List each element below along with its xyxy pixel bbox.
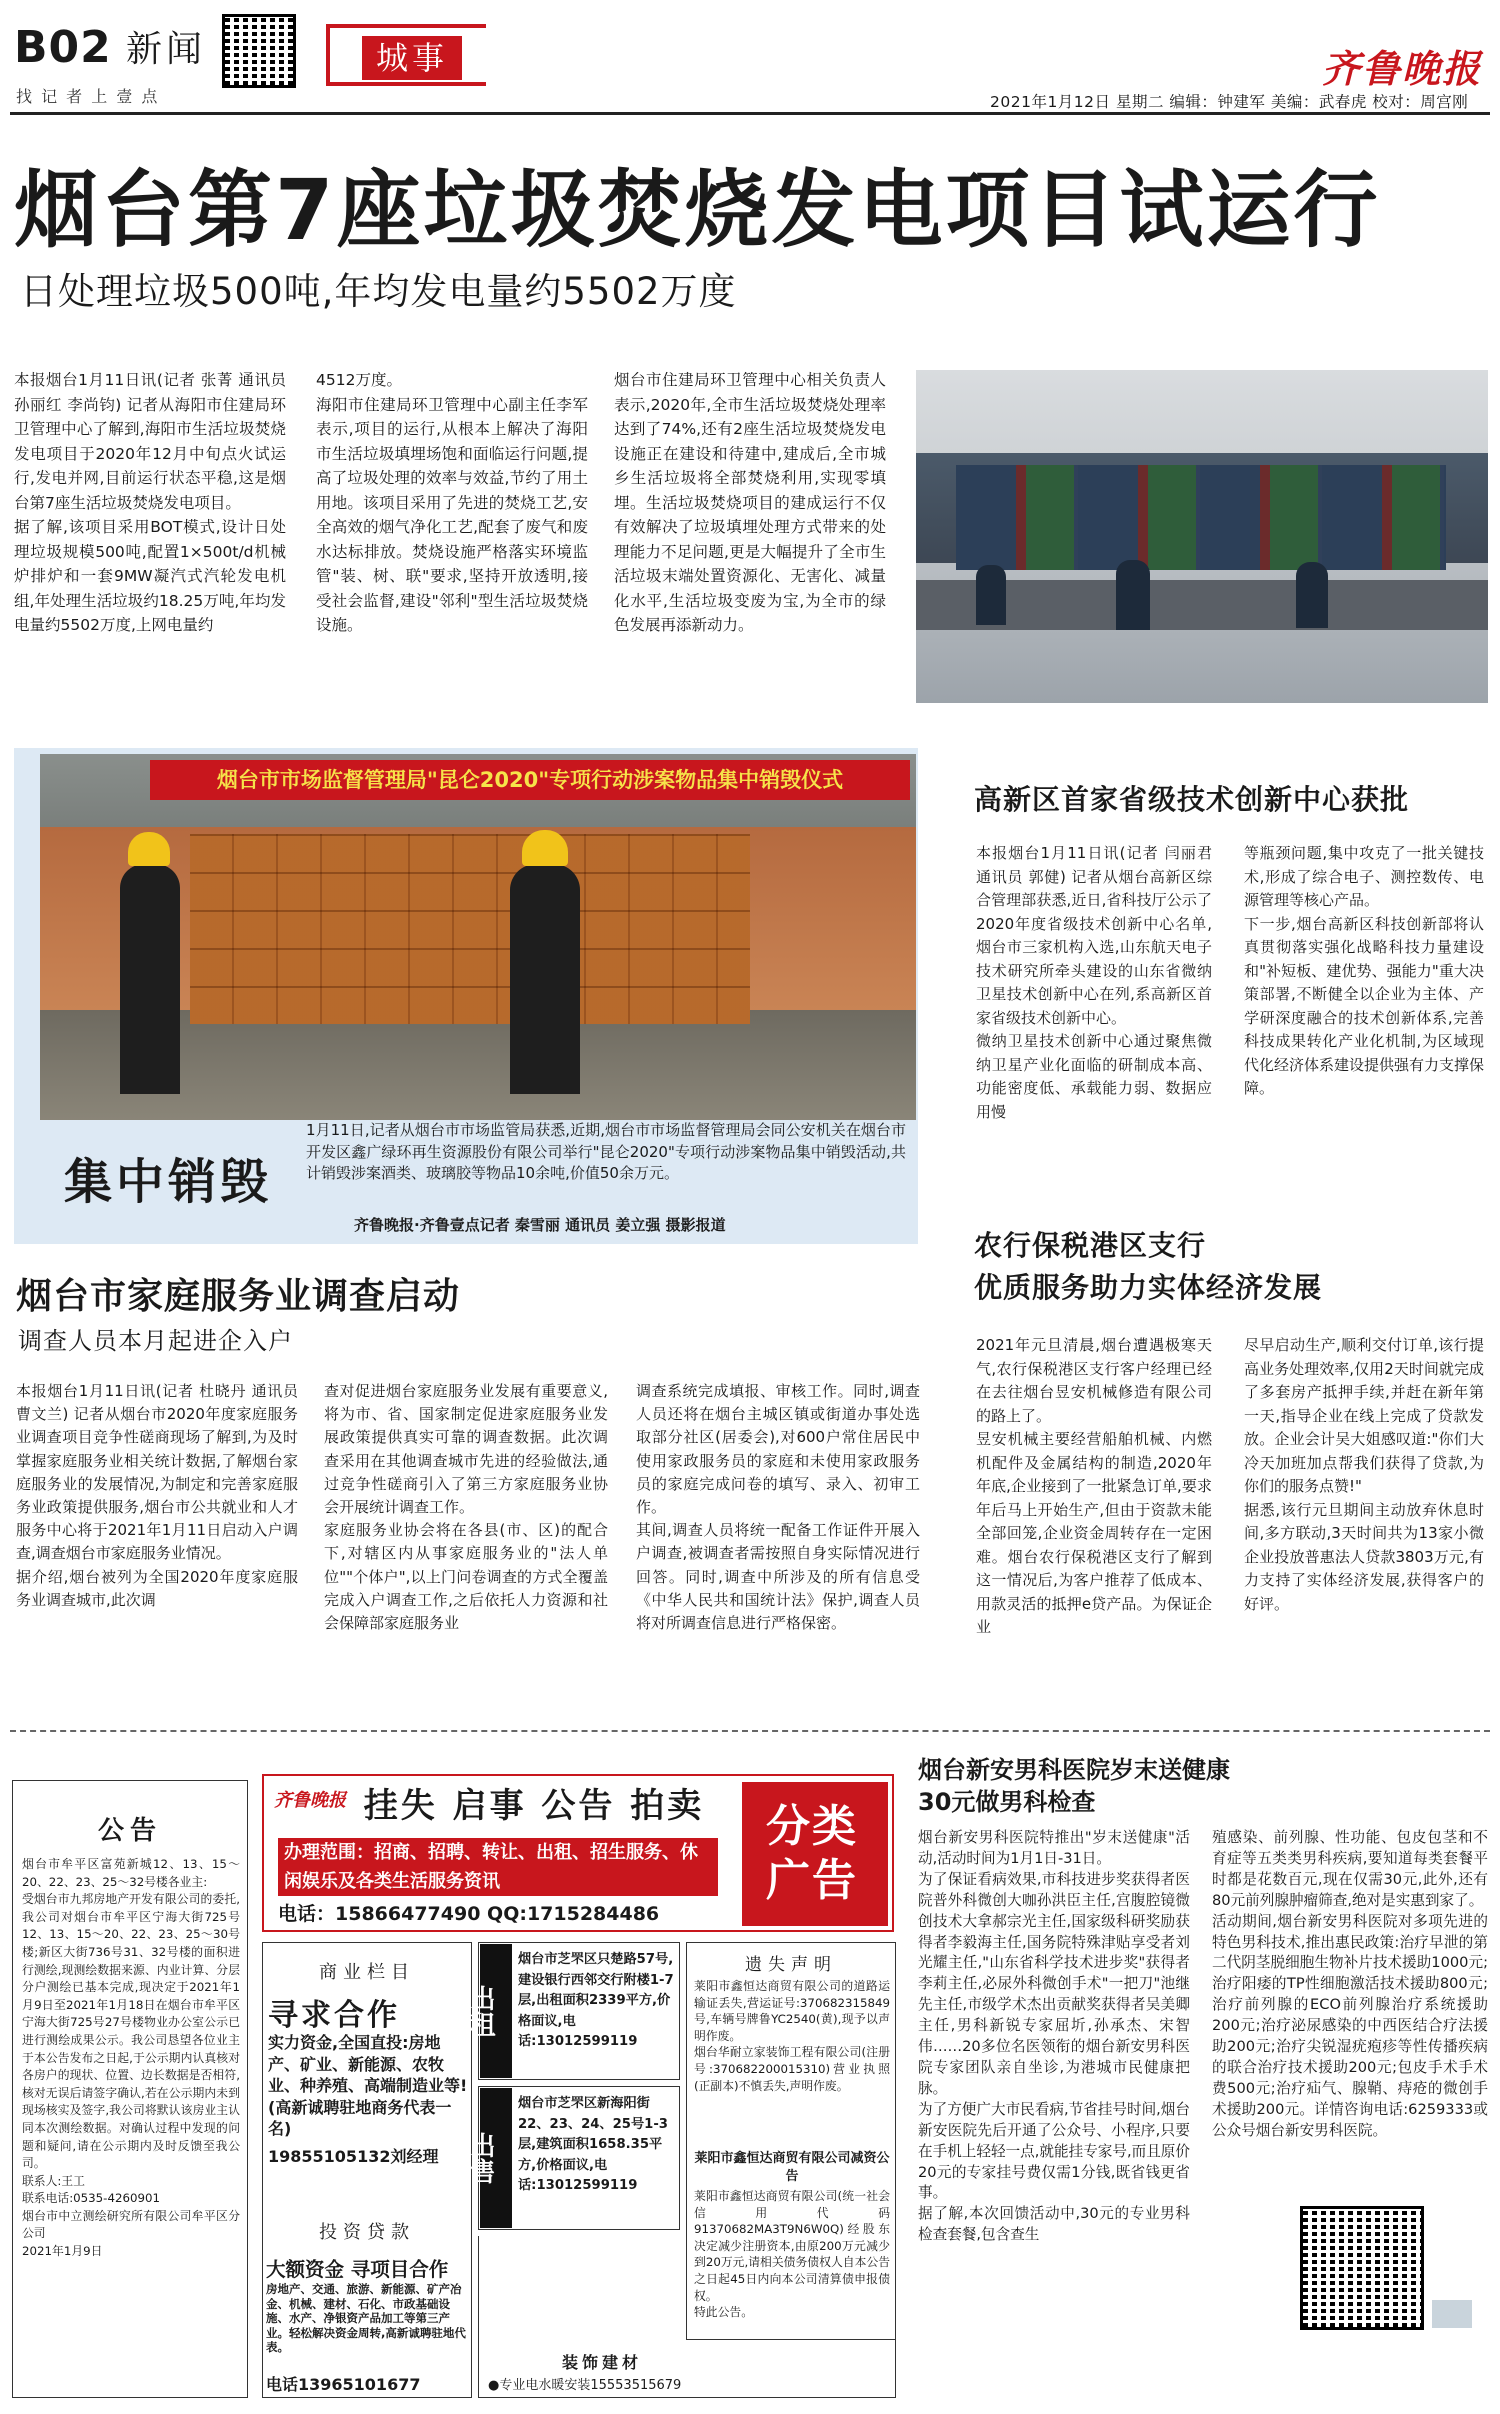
household-col-1: 本报烟台1月11日讯(记者 杜晓丹 通讯员 曹文兰) 记者从烟台市2020年度家庭服务业调查项目竞争性磋商现场了解到,为及时掌握家庭服务业相关统计数据,了解烟台家庭服务业的发展情况,为制定和完善家庭服务业政策提供服务,烟台市公共就业和人才服务中心将于2021年1月11日启动入户调查,调查烟台市家庭服务业情况。 据介绍,烟台被列为全国2020年度家庭服务业调查城市,此次调 xyxy=(16,1382,298,1609)
section-divider xyxy=(10,1730,1490,1732)
coop-title: 寻求合作 xyxy=(268,1998,400,2033)
hospital-logo-thumb xyxy=(1432,2300,1472,2328)
lost-title: 遗失声明 xyxy=(745,1955,837,1975)
classified-label: 分类广告 xyxy=(766,1801,858,1906)
hospital-col-1: 烟台新安男科医院特推出"岁末送健康"活动,活动时间为1月1日-31日。 为了保证看病效果,市科技进步奖获得者医院普外科微创大咖孙洪臣主任,宫腹腔镜微创技术大拿郝宗光主任,国家级科研奖励获得者李毅海主任,国务院特殊津贴享受者刘光耀主任,"山东省科学技术进步奖"获得者李莉主任,必尿外科微创手术"一把刀"池继先主任,市级学术杰出贡献奖获得者吴美卿主任,男科新锐专家屈圻,孙承杰、宋智伟……20多位名医领衔的烟台新安男科医院专家团队亲自坐诊,为港城市民健康把脉。 为了方便广大市民看病,节省挂号时间,烟台新安医院先后开通了公众号、小程序,只要在手机上轻轻一点,就能挂专家号,而且原价20元的专家挂号费仅需1分钱,既省钱更省事。 据了解,本次回馈活动中,30元的专业男科检查套餐,包含查生 xyxy=(918,1829,1190,2244)
ad-banner xyxy=(262,1774,894,1932)
destroy-label: 集中销毁 xyxy=(64,1154,273,1210)
lead-subhead: 日处理垃圾500吨,年均发电量约5502万度 xyxy=(20,270,737,313)
control-room-photo xyxy=(916,370,1488,703)
lead-col-2: 4512万度。 海阳市住建局环卫管理中心副主任李军表示,项目的运行,从根本上解决了海阳市生活垃圾填埋场饱和面临运行问题,提高了垃圾处理的效率与效益,节约了用土用地。该项目采用了先进的焚烧工艺,安全高效的烟气净化工艺,配套了废气和废水达标排放。焚烧设施严格落实环境监管"装、树、联"要求,坚持开放透明,接受社会监督,建设"邻利"型生活垃圾焚烧设施。 xyxy=(316,371,588,634)
classified-badge xyxy=(742,1782,888,1926)
hospital-headline: 烟台新安男科医院岁末送健康 xyxy=(918,1756,1230,1784)
loan-body: 房地产、交通、旅游、新能源、矿产冶金、机械、建材、石化、市政基础设施、水产、净银资产品加工等第三产业。轻松解决资金周转,高新诚聘驻地代表。 xyxy=(266,2282,466,2355)
column-tag xyxy=(326,24,486,86)
ad-scope: 办理范围：招商、招聘、转让、出租、招生服务、休闲娱乐及各类生活服务资讯 xyxy=(278,1838,718,1896)
ad-banner-title: 挂失 启事 公告 拍卖 xyxy=(363,1786,705,1826)
deco-body: ●专业电水暖安装15553515679 xyxy=(488,2378,682,2393)
lead-headline: 烟台第7座垃圾焚烧发电项目试运行 xyxy=(14,161,1381,259)
column-tag-label: 城事 xyxy=(362,36,462,80)
reduce-title: 莱阳市鑫恒达商贸有限公司减资公告 xyxy=(694,2151,890,2184)
household-subhead: 调查人员本月起进企入户 xyxy=(18,1327,293,1355)
bank-headline: 农行保税港区支行 xyxy=(974,1229,1207,1262)
dateline: 2021年1月12日 星期二 编辑：钟建军 美编：武春虎 校对：周宫刚 xyxy=(990,93,1469,111)
hospital-col-2: 殖感染、前列腺、性功能、包皮包茎和不育症等五类类男科疾病,要知道每类套餐平时都是花数百元,现在仅需30元,此外,还有80元前列腺肿瘤筛查,绝对是实惠到家了。 活动期间,烟台新安男科医院对多项先进的特色男科技术,推出惠民政策:治疗早泄的第二代阴茎脱细胞生物补片技术援助1000元;治疗阳痿的TP性细胞激活技术援助800元;治疗前列腺的ECO前列腺治疗系统援助200元;治疗泌尿感染的中西医结合疗法援助200元;治疗尖锐湿疣疱疹等性传播疾病的联合治疗技术援助200元;包皮手术手术费500元;治疗疝气、腺鞘、痔疮的微创手术援助200元。详情咨询电话:6259333或公众号烟台新安男科医院。 xyxy=(1212,1829,1488,2139)
rent-tag-1: 出租 xyxy=(480,1944,512,2078)
lead-col-1: 本报烟台1月11日讯(记者 张菁 通讯员 孙丽红 李尚钧) 记者从海阳市住建局环卫管理中心了解到,海阳市生活垃圾焚烧发电项目于2020年12月中旬点火试运行,发电并网,目前运行状态平稳,这是烟台第7座生活垃圾焚烧发电项目。 据了解,该项目采用BOT模式,设计日处理垃圾规模500吨,配置1×500t/d机械炉排炉和一套9MW凝汽式汽轮发电机组,年处理生活垃圾约18.25万吨,年均发电量约5502万度,上网电量约 xyxy=(14,371,286,634)
invest-title: 投资贷款 xyxy=(319,2222,415,2243)
business-column-title: 商业栏目 xyxy=(319,1962,415,1983)
rent-body-1: 烟台市芝罘区只楚路57号,建设银行西邻交行附楼1-7层,出租面积2339平方,价格面议,电话:13012599119 xyxy=(518,1952,674,2049)
loan-title: 大额资金 寻项目合作 xyxy=(266,2258,449,2281)
loan-phone: 电话13965101677 xyxy=(266,2375,421,2394)
coop-body: 实力资金,全国直投:房地产、矿业、新能源、农牧业、种养殖、高端制造业等!(高新诚聘驻地商务代表一名) xyxy=(268,2033,468,2138)
destroy-caption: 1月11日,记者从烟台市市场监管局获悉,近期,烟台市市场监督管理局会同公安机关在烟台市开发区鑫广绿环再生资源股份有限公司举行"昆仑2020"专项行动涉案物品集中销毁活动,共计销毁涉案酒类、玻璃胶等物品10余吨,价值50余万元。 xyxy=(306,1121,906,1182)
rent-body-2: 烟台市芝罘区新海阳街22、23、24、25号1-3层,建筑面积1658.35平方,价格面议,电话:13012599119 xyxy=(518,2096,668,2193)
page-number: B02 xyxy=(14,22,112,73)
bank-col-2: 尽早启动生产,顺利交付订单,该行提高业务处理效率,仅用2天时间就完成了多套房产抵押手续,并赶在新年第一天,指导企业在线上完成了贷款发放。企业会计吴大姐感叹道:"你们大冷天加班加点帮我们获得了贷款,为你们的服务点赞!" 据悉,该行元旦期间主动放弃休息时间,多方联动,3天时间共为13家小微企业投放普惠法人贷款3803万元,有力支持了实体经济发展,获得客户的好评。 xyxy=(1244,1336,1484,1613)
section-name: 新闻 xyxy=(126,29,207,70)
header-rule xyxy=(10,112,1490,115)
deco-title: 装饰建材 xyxy=(562,2353,643,2372)
destroy-banner: 烟台市市场监督管理局"昆仑2020"专项行动涉案物品集中销毁仪式 xyxy=(150,760,910,800)
hospital-headline-2: 30元做男科检查 xyxy=(918,1788,1096,1816)
bank-col-1: 2021年元旦清晨,烟台遭遇极寒天气,农行保税港区支行客户经理已经在去往烟台昱安机械修造有限公司的路上了。 昱安机械主要经营船舶机械、内燃机配件及金属结构的制造,2020年年底,企业接到了一批紧急订单,要求年后马上开始生产,但由于资款未能全部回笼,企业资金周转存在一定困难。烟台农行保税港区支行了解到这一情况后,为客户推荐了低成本、用款灵活的抵押e贷产品。为保证企业 xyxy=(976,1336,1212,1636)
qr-code-header xyxy=(222,14,296,88)
lead-col-3: 烟台市住建局环卫管理中心相关负责人表示,2020年,全市生活垃圾焚烧处理率达到了74%,还有2座生活垃圾焚烧发电设施正在建设和待建中,建成后,全市城乡生活垃圾将全部焚烧利用,实现零填埋。生活垃圾焚烧项目的建成运行不仅有效解决了垃圾填埋处理方式带来的处理能力不足问题,更是大幅提升了全市生活垃圾末端处置资源化、无害化、减量化水平,生活垃圾变废为宝,为全市的绿色发展再添新动力。 xyxy=(614,371,886,634)
lost-body: 莱阳市鑫恒达商贸有限公司的道路运输证丢失,营运证号:370682315849号,车辆号牌鲁YC2540(黄),现予以声明作废。 烟台华耐立家装饰工程有限公司(注册号:370682200015310)营业执照(正副本)不慎丢失,声明作废。 xyxy=(694,1979,890,2093)
innovation-col-2: 等瓶颈问题,集中攻克了一批关键技术,形成了综合电子、测控数传、电源管理等核心产品。 下一步,烟台高新区科技创新部将认真贯彻落实强化战略科技力量建设和"补短板、建优势、强能力"重大决策部署,不断健全以企业为主体、产学研深度融合的技术创新体系,完善科技成果转化产业化机制,为区域现代化经济体系建设提供强有力支撑保障。 xyxy=(1244,844,1484,1097)
ad-phone: 电话：15866477490 QQ:1715284486 xyxy=(278,1903,660,1925)
notice-body: 烟台市牟平区富苑新城12、13、15～20、22、23、25～32号楼各业主: 受烟台市九邦房地产开发有限公司的委托,我公司对烟台市牟平区宁海大街725号12、13、15～20、22、23、25～30号楼;新区大街736号31、32号楼的面积进行测绘,现测绘数据来源、内业计算、分层分户测绘已基本完成,现决定于2021年1月9日至2021年1月18日在烟台市牟平区宁海大街725号27号楼物业办公室公示已进行测绘成果公示。我公司恳望各位业主于本公告发布之日起,于公示期内认真核对各房户的现状、位置、边长数据是否相符,核对无误后请签字确认,若在公示期内未到现场核实及签字,我公司将默认该房业主认同本次测绘数据。对确认过程中发现的问题和疑问,请在公示期内及时反馈至我公司。 联系人:王工 联系电话:0535-4260901 烟台市中立测绘研究所有限公司牟平区分公司 2021年1月9日 xyxy=(22,1857,240,2259)
sale-tag: 出售 xyxy=(480,2088,512,2228)
household-headline: 烟台市家庭服务业调查启动 xyxy=(16,1276,461,1317)
masthead-logo: 齐鲁晚报 xyxy=(1322,46,1483,91)
household-col-3: 调查系统完成填报、审核工作。同时,调查人员还将在烟台主城区镇或街道办事处选取部分社区(居委会),对600户常住居民中使用家政服务员的家庭和未使用家政服务员的家庭完成问卷的填写、录入、初审工作。 其间,调查人员将统一配备工作证件开展入户调查,被调查者需按照自身实际情况进行回答。同时,调查中所涉及的所有信息受《中华人民共和国统计法》保护,调查人员将对所调查信息进行严格保密。 xyxy=(636,1382,920,1633)
reduce-body: 莱阳市鑫恒达商贸有限公司(统一社会信用代码91370682MA3T9N6W0Q)经股东决定减少注册资本,由原200万元减少到20万元,请相关债务债权人自本公告之日起45日内向本公司清算债申报债权。 特此公告。 xyxy=(694,2189,890,2320)
destroy-credit: 齐鲁晚报·齐鲁壹点记者 秦雪丽 通讯员 姜立强 摄影报道 xyxy=(354,1216,726,1234)
household-col-2: 查对促进烟台家庭服务业发展有重要意义,将为市、省、国家制定促进家庭服务业发展政策提供真实可靠的调查数据。此次调查采用在其他调查城市先进的经验做法,通过竞争性磋商引入了第三方家庭服务业协会开展统计调查工作。 家庭服务业协会将在各县(市、区)的配合下,对辖区内从事家庭服务业的"法人单位""个体户",以上门问卷调查的方式全覆盖完成入户调查工作,之后依托人力资源和社会保障部家庭服务业 xyxy=(324,1382,608,1633)
qr-code-hospital xyxy=(1300,2206,1424,2330)
section-slogan: 找 记 者 上 壹 点 xyxy=(16,87,160,106)
ad-logo: 齐鲁晚报 xyxy=(274,1790,346,1811)
notice-title: 公告 xyxy=(97,1816,162,1846)
innovation-headline: 高新区首家省级技术创新中心获批 xyxy=(974,783,1410,816)
coop-phone: 19855105132刘经理 xyxy=(268,2147,439,2166)
bank-headline-2: 优质服务助力实体经济发展 xyxy=(974,1271,1323,1304)
destroy-photo xyxy=(40,754,916,1120)
innovation-col-1: 本报烟台1月11日讯(记者 闫丽君 通讯员 郭健) 记者从烟台高新区综合管理部获悉,近日,省科技厅公示了2020年度省级技术创新中心名单,烟台市三家机构入选,山东航天电子技术研究所牵头建设的山东省微纳卫星技术创新中心在列,系高新区首家省级技术创新中心。 微纳卫星技术创新中心通过聚焦微纳卫星产业化面临的研制成本高、功能密度低、承载能力弱、数据应用慢 xyxy=(976,844,1212,1121)
